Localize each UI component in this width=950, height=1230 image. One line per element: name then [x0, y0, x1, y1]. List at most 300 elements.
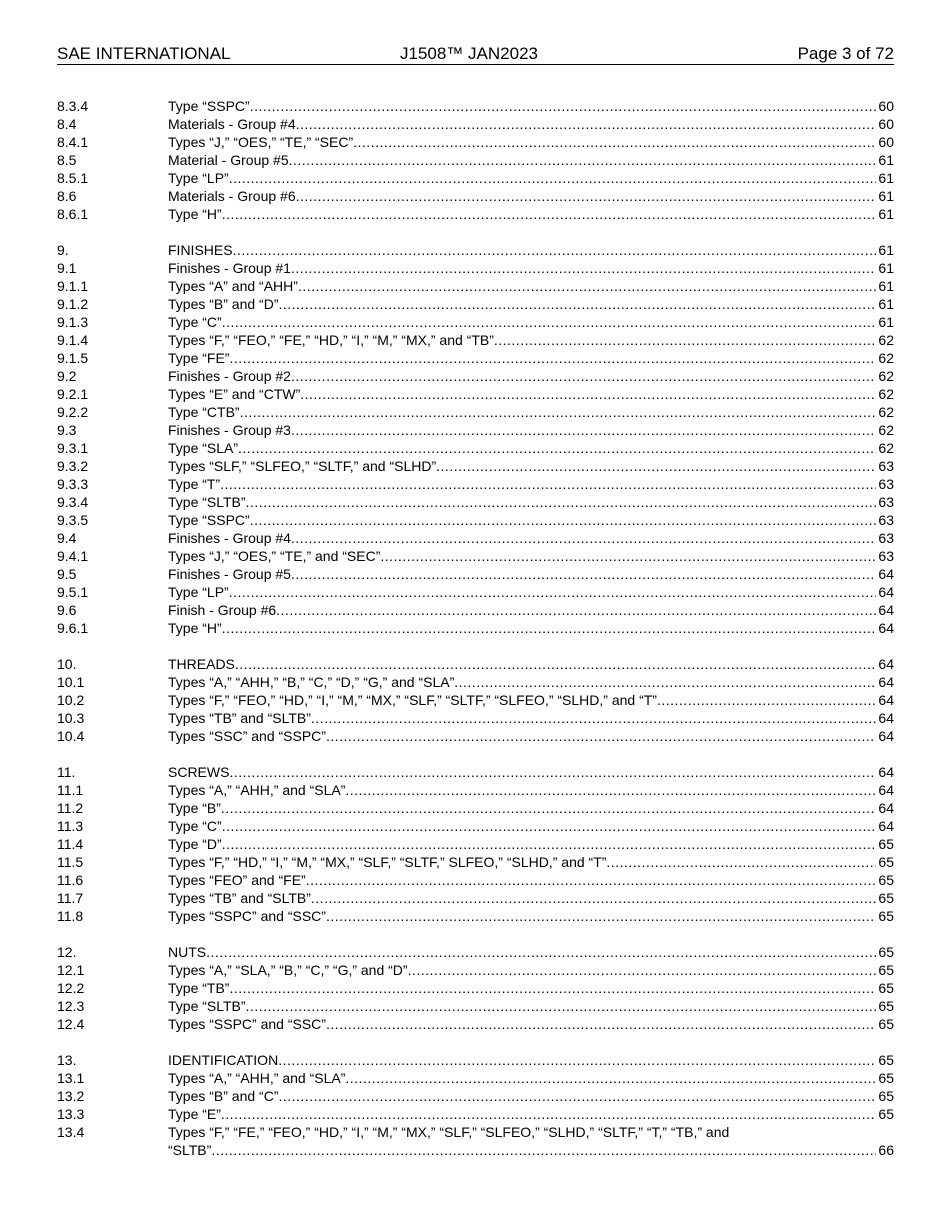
toc-entry[interactable]: [57, 853, 894, 871]
toc-page-number: 65: [878, 1088, 894, 1104]
toc-title: Type “T”: [168, 476, 221, 492]
toc-entry[interactable]: [57, 97, 894, 115]
toc-title: Types “TB” and “SLTB”: [168, 710, 311, 726]
toc-title: IDENTIFICATION: [168, 1052, 279, 1068]
toc-title-line: [168, 1015, 894, 1033]
toc-leader-dots: [311, 709, 877, 727]
toc-section-number: 12.3: [57, 998, 85, 1014]
toc-title-line: [168, 187, 894, 205]
toc-entry[interactable]: [57, 961, 894, 979]
toc-entry[interactable]: [57, 1087, 894, 1105]
toc-entry[interactable]: [57, 115, 894, 133]
toc-title-line1: Types “F,” “FE,” “FEO,” “HD,” “I,” “M,” “MX,” “SLF,” “SLFEO,” “SLHD,” “SLTF,” “T,” “TB,” and: [168, 1124, 730, 1140]
toc-section-number: 13.: [57, 1052, 77, 1068]
toc-leader-dots: [276, 601, 876, 619]
toc-title-line: [168, 511, 894, 529]
toc-page-number: 63: [878, 530, 894, 546]
toc-entry[interactable]: [57, 655, 894, 673]
toc-title-line: [168, 277, 894, 295]
toc-section-number: 8.3.4: [57, 98, 89, 114]
toc-entry[interactable]: [57, 367, 894, 385]
document-id: J1508™ JAN2023: [400, 44, 538, 63]
toc-section-number: 8.6: [57, 188, 77, 204]
toc-title: Types “B” and “C”: [168, 1088, 279, 1104]
toc-page-number: 62: [878, 404, 894, 420]
toc-section-number: 13.1: [57, 1070, 85, 1086]
toc-title-line: [168, 727, 894, 745]
toc-leader-dots: [229, 349, 876, 367]
toc-title: Types “SSPC” and “SSC”: [168, 1016, 326, 1032]
toc-leader-dots: [250, 511, 877, 529]
toc-entry[interactable]: [57, 871, 894, 889]
toc-leader-dots: [235, 655, 877, 673]
toc-section-number: 8.4: [57, 116, 77, 132]
toc-entry[interactable]: [57, 1123, 894, 1159]
toc-page-number: 63: [878, 512, 894, 528]
toc-leader-dots: [222, 817, 877, 835]
toc-title-line: [168, 295, 894, 313]
toc-leader-dots: [289, 151, 877, 169]
toc-title: Type “B”: [168, 800, 221, 816]
toc-leader-dots: [240, 403, 877, 421]
toc-section-number: 9.3.2: [57, 458, 89, 474]
toc-title-line: [168, 457, 894, 475]
toc-section-number: 8.4.1: [57, 134, 89, 150]
toc-entry[interactable]: [57, 133, 894, 151]
toc-leader-dots: [278, 1087, 876, 1105]
toc-entry[interactable]: [57, 709, 894, 727]
toc-page-number: 65: [878, 908, 894, 924]
toc-page-number: 61: [878, 152, 894, 168]
toc-entry[interactable]: [57, 547, 894, 565]
toc-title-line: [168, 241, 894, 259]
toc-entry[interactable]: [57, 187, 894, 205]
toc-entry[interactable]: [57, 1015, 894, 1033]
toc-title: SCREWS: [168, 764, 230, 780]
toc-title-line: [168, 205, 894, 223]
toc-title-line: [168, 421, 894, 439]
toc-section-number: 12.2: [57, 980, 85, 996]
toc-title-line: [168, 115, 894, 133]
toc-title-line: [168, 583, 894, 601]
toc-entry[interactable]: [57, 997, 894, 1015]
toc-entry[interactable]: [57, 691, 894, 709]
toc-title: Type “D”: [168, 836, 222, 852]
toc-title: Types “SSC” and “SSPC”: [168, 728, 326, 744]
toc-leader-dots: [296, 115, 877, 133]
toc-title: THREADS: [168, 656, 235, 672]
toc-page-number: 65: [878, 872, 894, 888]
toc-title: Finish - Group #6: [168, 602, 277, 618]
toc-leader-dots: [222, 205, 877, 223]
toc-section-number: 9.6: [57, 602, 77, 618]
toc-section-number: 12.4: [57, 1016, 85, 1032]
toc-title: Type “SLTB”: [168, 998, 246, 1014]
toc-page-number: 64: [878, 764, 894, 780]
toc-title-line: [168, 781, 894, 799]
toc-page-number: 64: [878, 818, 894, 834]
toc-title-line: [168, 1069, 894, 1087]
toc-title: Types “A,” “SLA,” “B,” “C,” “G,” and “D”: [168, 962, 408, 978]
toc-section-number: 9.2.1: [57, 386, 89, 402]
toc-leader-dots: [250, 97, 877, 115]
toc-title: Finishes - Group #3: [168, 422, 291, 438]
toc-title-line: [168, 997, 894, 1015]
toc-title: Type “LP”: [168, 170, 229, 186]
toc-section-number: 13.4: [57, 1124, 85, 1140]
toc-title-line: [168, 601, 894, 619]
toc-title-line: [168, 169, 894, 187]
toc-leader-dots: [222, 313, 877, 331]
toc-title: Type “H”: [168, 620, 222, 636]
toc-leader-dots: [296, 187, 877, 205]
toc-title-line: [168, 1087, 894, 1105]
toc-title: Types “J,” “OES,” “TE,” and “SEC”: [168, 548, 381, 564]
toc-section-number: 9.1.5: [57, 350, 89, 366]
toc-title: Type “SLA”: [168, 440, 239, 456]
toc-title: Finishes - Group #2: [168, 368, 291, 384]
toc-section-number: 11.1: [57, 782, 84, 798]
toc-entry[interactable]: [57, 1105, 894, 1123]
toc-leader-dots: [211, 1141, 876, 1159]
toc-title: Types “TB” and “SLTB”: [168, 890, 311, 906]
toc-title: Finishes - Group #1: [168, 260, 291, 276]
toc-title-line: [168, 1105, 894, 1123]
toc-title-line: [168, 151, 894, 169]
publisher-name: SAE INTERNATIONAL: [57, 44, 231, 63]
toc-title-line: [168, 709, 894, 727]
toc-leader-dots: [229, 979, 876, 997]
toc-page-number: 64: [878, 800, 894, 816]
toc-title-line: [168, 1141, 894, 1159]
toc-title: Type “C”: [168, 314, 222, 330]
toc-title: Type “LP”: [168, 584, 229, 600]
toc-title: Type “C”: [168, 818, 222, 834]
toc-title: Type “SSPC”: [168, 512, 250, 528]
toc-entry[interactable]: [57, 169, 894, 187]
toc-title: Materials - Group #4: [168, 116, 296, 132]
toc-title: “SLTB”: [168, 1142, 212, 1158]
toc-entry[interactable]: [57, 907, 894, 925]
toc-page-number: 61: [878, 206, 894, 222]
toc-page-number: 65: [878, 1070, 894, 1086]
toc-section-number: 9.3.3: [57, 476, 89, 492]
toc-entry[interactable]: [57, 277, 894, 295]
toc-title-line: [168, 331, 894, 349]
toc-entry[interactable]: [57, 295, 894, 313]
toc-section-number: 11.5: [57, 854, 84, 870]
toc-entry[interactable]: [57, 781, 894, 799]
toc-title-line: [168, 655, 894, 673]
table-of-contents: [57, 97, 894, 1159]
toc-title: Types “A,” “AHH,” and “SLA”: [168, 1070, 346, 1086]
toc-section-number: 9.1.4: [57, 332, 89, 348]
toc-section-number: 10.: [57, 656, 77, 672]
toc-entry[interactable]: [57, 259, 894, 277]
toc-title: Type “E”: [168, 1106, 221, 1122]
toc-page-number: 61: [878, 188, 894, 204]
toc-section-number: 11.7: [57, 890, 84, 906]
toc-leader-dots: [436, 457, 876, 475]
toc-page-number: 61: [878, 242, 894, 258]
toc-title-line: [168, 367, 894, 385]
toc-title-line: [168, 547, 894, 565]
toc-page-number: 65: [878, 998, 894, 1014]
toc-title-line: [168, 439, 894, 457]
toc-page-number: 64: [878, 674, 894, 690]
toc-section-number: 10.1: [57, 674, 85, 690]
toc-title-line: [168, 619, 894, 637]
toc-page-number: 64: [878, 620, 894, 636]
toc-page-number: 61: [878, 170, 894, 186]
toc-entry[interactable]: [57, 403, 894, 421]
toc-section-number: 9.5: [57, 566, 77, 582]
toc-entry[interactable]: [57, 349, 894, 367]
toc-leader-dots: [408, 961, 877, 979]
toc-entry[interactable]: [57, 835, 894, 853]
toc-leader-dots: [233, 241, 877, 259]
toc-section-number: 8.5.1: [57, 170, 89, 186]
toc-title-line: [168, 817, 894, 835]
toc-section-number: 13.3: [57, 1106, 85, 1122]
toc-section-number: 9.: [57, 242, 69, 258]
toc-title-line: [168, 673, 894, 691]
toc-entry[interactable]: [57, 205, 894, 223]
toc-page-number: 64: [878, 782, 894, 798]
toc-title-line: [168, 799, 894, 817]
toc-entry[interactable]: [57, 583, 894, 601]
toc-page-number: 64: [878, 602, 894, 618]
toc-page-number: 60: [878, 134, 894, 150]
toc-entry[interactable]: [57, 385, 894, 403]
toc-title: Types “B” and “D”: [168, 296, 279, 312]
toc-leader-dots: [221, 1105, 877, 1123]
toc-entry[interactable]: [57, 529, 894, 547]
toc-entry[interactable]: [57, 979, 894, 997]
toc-page-number: 61: [878, 296, 894, 312]
toc-leader-dots: [311, 889, 877, 907]
toc-entry[interactable]: [57, 511, 894, 529]
toc-title-line: [168, 907, 894, 925]
toc-leader-dots: [222, 619, 877, 637]
toc-section-number: 9.4: [57, 530, 77, 546]
toc-leader-dots: [300, 385, 876, 403]
toc-leader-dots: [229, 583, 877, 601]
toc-leader-dots: [291, 367, 876, 385]
toc-leader-dots: [291, 529, 876, 547]
toc-leader-dots: [246, 997, 877, 1015]
toc-section-number: 9.3.4: [57, 494, 89, 510]
toc-title-line: [168, 691, 894, 709]
toc-entry[interactable]: [57, 889, 894, 907]
toc-title: NUTS: [168, 944, 207, 960]
toc-entry[interactable]: [57, 151, 894, 169]
toc-page-number: 64: [878, 692, 894, 708]
toc-entry[interactable]: [57, 1051, 894, 1069]
toc-entry[interactable]: [57, 331, 894, 349]
toc-page-number: 63: [878, 548, 894, 564]
toc-page-number: 66: [878, 1142, 894, 1158]
toc-title: Types “A” and “AHH”: [168, 278, 298, 294]
toc-title: Types “A,” “AHH,” and “SLA”: [168, 782, 346, 798]
toc-section-number: 9.2: [57, 368, 77, 384]
toc-title-line: [168, 133, 894, 151]
toc-section-number: 9.3: [57, 422, 77, 438]
toc-title-line: [168, 259, 894, 277]
toc-title-line: [168, 493, 894, 511]
toc-leader-dots: [222, 835, 877, 853]
toc-leader-dots: [454, 673, 876, 691]
toc-entry[interactable]: [57, 619, 894, 637]
toc-title-line: [168, 961, 894, 979]
toc-section-number: 9.1.1: [57, 278, 89, 294]
toc-title-line: [168, 475, 894, 493]
toc-section-number: 13.2: [57, 1088, 85, 1104]
toc-section-number: 12.1: [57, 962, 85, 978]
toc-section-number: 9.1.3: [57, 314, 89, 330]
toc-entry[interactable]: [57, 799, 894, 817]
toc-page-number: 65: [878, 1016, 894, 1032]
toc-page-number: 64: [878, 656, 894, 672]
toc-title: Finishes - Group #5: [168, 566, 291, 582]
toc-page-number: 65: [878, 980, 894, 996]
toc-title-line: [168, 403, 894, 421]
toc-page-number: 64: [878, 728, 894, 744]
toc-title-line: [168, 565, 894, 583]
toc-leader-dots: [298, 277, 876, 295]
toc-section-number: 9.1: [57, 260, 77, 276]
toc-entry[interactable]: [57, 943, 894, 961]
toc-section-number: 11.3: [57, 818, 84, 834]
toc-title: Type “SSPC”: [168, 98, 250, 114]
toc-leader-dots: [494, 331, 877, 349]
toc-leader-dots: [353, 133, 876, 151]
toc-page-number: 62: [878, 368, 894, 384]
toc-section-number: 9.3.5: [57, 512, 89, 528]
toc-page-number: 62: [878, 350, 894, 366]
toc-title: Type “SLTB”: [168, 494, 246, 510]
toc-title-line: [168, 529, 894, 547]
toc-title: Types “SSPC” and “SSC”: [168, 908, 326, 924]
toc-entry[interactable]: [57, 565, 894, 583]
toc-title: Types “F,” “FEO,” “HD,” “I,” “M,” “MX,” “SLF,” “SLTF,” “SLFEO,” “SLHD,” and “T”: [168, 692, 657, 708]
toc-title: Type “TB”: [168, 980, 230, 996]
toc-entry[interactable]: [57, 313, 894, 331]
toc-page-number: 63: [878, 476, 894, 492]
toc-section-number: 10.2: [57, 692, 85, 708]
toc-entry[interactable]: [57, 1069, 894, 1087]
toc-title: Types “FEO” and “FE”: [168, 872, 306, 888]
toc-leader-dots: [229, 169, 877, 187]
toc-title: Types “F,” “HD,” “I,” “M,” “MX,” “SLF,” “SLTF,” SLFEO,” “SLHD,” and “T”: [168, 854, 607, 870]
toc-section-number: 9.3.1: [57, 440, 89, 456]
toc-title: Material - Group #5: [168, 152, 289, 168]
toc-page-number: 61: [878, 260, 894, 276]
toc-page-number: 60: [878, 98, 894, 114]
toc-title: Types “A,” “AHH,” “B,” “C,” “D,” “G,” and “SLA”: [168, 674, 455, 690]
page-header: [57, 44, 894, 65]
toc-leader-dots: [220, 475, 876, 493]
toc-title-line: [168, 853, 894, 871]
toc-entry[interactable]: [57, 421, 894, 439]
toc-leader-dots: [291, 565, 876, 583]
toc-page-number: 65: [878, 944, 894, 960]
toc-section-number: 9.1.2: [57, 296, 89, 312]
toc-leader-dots: [380, 547, 876, 565]
toc-entry[interactable]: [57, 763, 894, 781]
toc-title-line: [168, 871, 894, 889]
toc-title-line: [168, 97, 894, 115]
toc-leader-dots: [291, 259, 876, 277]
toc-leader-dots: [246, 493, 877, 511]
toc-section-number: 8.6.1: [57, 206, 89, 222]
toc-title: Types “SLF,” “SLFEO,” “SLTF,” and “SLHD”: [168, 458, 437, 474]
toc-title: Type “H”: [168, 206, 222, 222]
toc-entry[interactable]: [57, 439, 894, 457]
toc-page-number: 63: [878, 494, 894, 510]
toc-entry[interactable]: [57, 673, 894, 691]
toc-title: Types “J,” “OES,” “TE,” “SEC”: [168, 134, 354, 150]
toc-title: Finishes - Group #4: [168, 530, 291, 546]
toc-page-number: 61: [878, 314, 894, 330]
toc-page-number: 62: [878, 440, 894, 456]
toc-page-number: 62: [878, 386, 894, 402]
toc-page-number: 63: [878, 458, 894, 474]
page-number: Page 3 of 72: [797, 44, 894, 63]
toc-leader-dots: [326, 1015, 876, 1033]
toc-leader-dots: [606, 853, 876, 871]
toc-section-number: 11.6: [57, 872, 84, 888]
toc-page-number: 64: [878, 710, 894, 726]
toc-page-number: 65: [878, 890, 894, 906]
toc-section-number: 11.: [57, 764, 76, 780]
toc-leader-dots: [221, 799, 877, 817]
toc-leader-dots: [291, 421, 876, 439]
toc-section-number: 9.2.2: [57, 404, 89, 420]
toc-leader-dots: [657, 691, 876, 709]
toc-title: Type “CTB”: [168, 404, 240, 420]
toc-title: FINISHES: [168, 242, 233, 258]
toc-entry[interactable]: [57, 493, 894, 511]
toc-section-number: 10.3: [57, 710, 85, 726]
toc-page-number: 65: [878, 962, 894, 978]
toc-page-number: 61: [878, 278, 894, 294]
toc-page-number: 64: [878, 584, 894, 600]
toc-section-number: 11.8: [57, 908, 84, 924]
toc-section-number: 10.4: [57, 728, 85, 744]
toc-entry[interactable]: [57, 457, 894, 475]
toc-title: Materials - Group #6: [168, 188, 296, 204]
toc-leader-dots: [278, 1051, 876, 1069]
toc-leader-dots: [238, 439, 876, 457]
toc-title-line: [168, 979, 894, 997]
toc-entry[interactable]: [57, 727, 894, 745]
toc-page-number: 65: [878, 1106, 894, 1122]
toc-title-line: [168, 1051, 894, 1069]
toc-title-line: [168, 889, 894, 907]
toc-leader-dots: [306, 871, 877, 889]
toc-page-number: 62: [878, 422, 894, 438]
toc-section-number: 9.6.1: [57, 620, 89, 636]
toc-title-line: [168, 835, 894, 853]
toc-entry[interactable]: [57, 817, 894, 835]
toc-entry[interactable]: [57, 601, 894, 619]
toc-page-number: 62: [878, 332, 894, 348]
toc-entry[interactable]: [57, 241, 894, 259]
toc-entry[interactable]: [57, 475, 894, 493]
toc-title-line: [168, 943, 894, 961]
toc-title-line: [168, 349, 894, 367]
